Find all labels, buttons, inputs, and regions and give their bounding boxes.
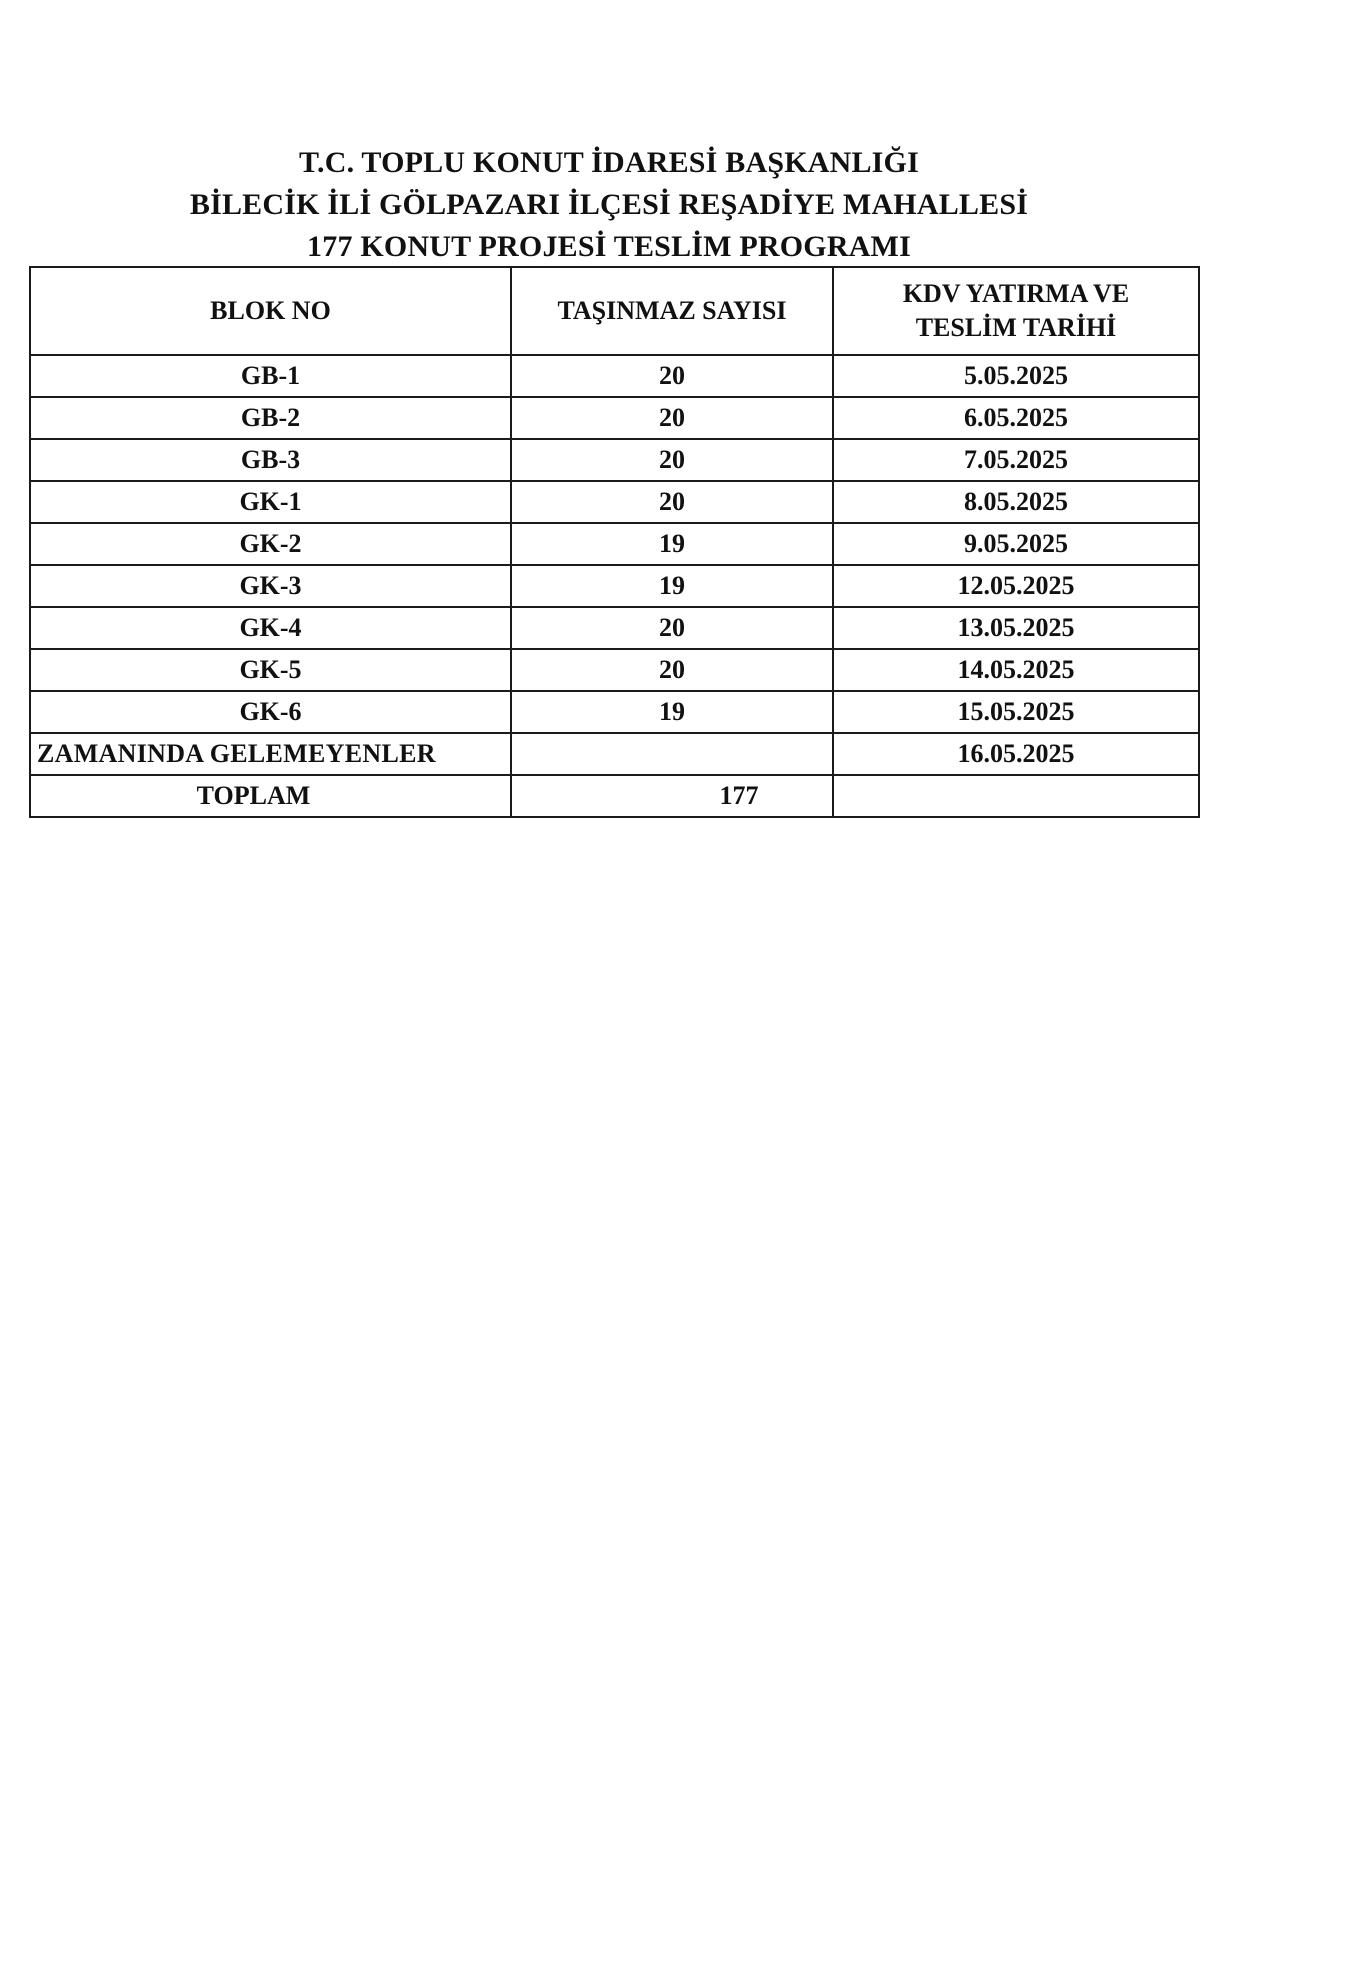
cell-date: 7.05.2025 <box>833 439 1199 481</box>
total-count: 177 <box>511 775 833 817</box>
cell-blok: GK-2 <box>30 523 511 565</box>
cell-count: 19 <box>511 691 833 733</box>
cell-blok: GK-5 <box>30 649 511 691</box>
delivery-schedule-table <box>29 266 1200 818</box>
cell-date: 12.05.2025 <box>833 565 1199 607</box>
header-blok-no: BLOK NO <box>30 267 511 355</box>
header-tasinmaz-sayisi: TAŞINMAZ SAYISI <box>511 267 833 355</box>
cell-date: 13.05.2025 <box>833 607 1199 649</box>
table-row <box>30 565 1199 607</box>
document-title <box>0 142 1218 268</box>
table-header-row <box>30 267 1199 355</box>
cell-blok: GB-2 <box>30 397 511 439</box>
cell-count: 19 <box>511 523 833 565</box>
cell-count: 20 <box>511 607 833 649</box>
cell-date: 15.05.2025 <box>833 691 1199 733</box>
cell-blok: GK-3 <box>30 565 511 607</box>
cell-count: 20 <box>511 481 833 523</box>
cell-count: 20 <box>511 649 833 691</box>
cell-count: 20 <box>511 439 833 481</box>
header-kdv-line-2: TESLİM TARİHİ <box>915 313 1117 342</box>
cell-blok: GK-4 <box>30 607 511 649</box>
total-row <box>30 775 1199 817</box>
cell-count: 20 <box>511 397 833 439</box>
cell-blok: GB-1 <box>30 355 511 397</box>
cell-blok: GB-3 <box>30 439 511 481</box>
cell-blok: GK-6 <box>30 691 511 733</box>
total-label: TOPLAM <box>30 775 511 817</box>
table-row <box>30 607 1199 649</box>
table-row <box>30 397 1199 439</box>
title-line-3: 177 KONUT PROJESİ TESLİM PROGRAMI <box>307 230 911 263</box>
header-kdv-teslim-tarihi <box>833 267 1199 355</box>
table-row <box>30 523 1199 565</box>
cell-blok: ZAMANINDA GELEMEYENLER <box>30 733 511 775</box>
cell-date: 8.05.2025 <box>833 481 1199 523</box>
title-line-1: T.C. TOPLU KONUT İDARESİ BAŞKANLIĞI <box>299 146 919 179</box>
title-line-2: BİLECİK İLİ GÖLPAZARI İLÇESİ REŞADİYE MAHALLESİ <box>189 188 1029 221</box>
cell-date: 6.05.2025 <box>833 397 1199 439</box>
cell-date: 14.05.2025 <box>833 649 1199 691</box>
cell-blok: GK-1 <box>30 481 511 523</box>
cell-date: 9.05.2025 <box>833 523 1199 565</box>
cell-count: 19 <box>511 565 833 607</box>
table-row <box>30 649 1199 691</box>
total-date <box>833 775 1199 817</box>
table-row <box>30 481 1199 523</box>
header-kdv-line-1: KDV YATIRMA VE <box>902 279 1130 308</box>
cell-count <box>511 733 833 775</box>
cell-count: 20 <box>511 355 833 397</box>
cell-date: 5.05.2025 <box>833 355 1199 397</box>
table-row <box>30 439 1199 481</box>
table-row <box>30 691 1199 733</box>
table-row <box>30 355 1199 397</box>
table-row <box>30 733 1199 775</box>
cell-date: 16.05.2025 <box>833 733 1199 775</box>
